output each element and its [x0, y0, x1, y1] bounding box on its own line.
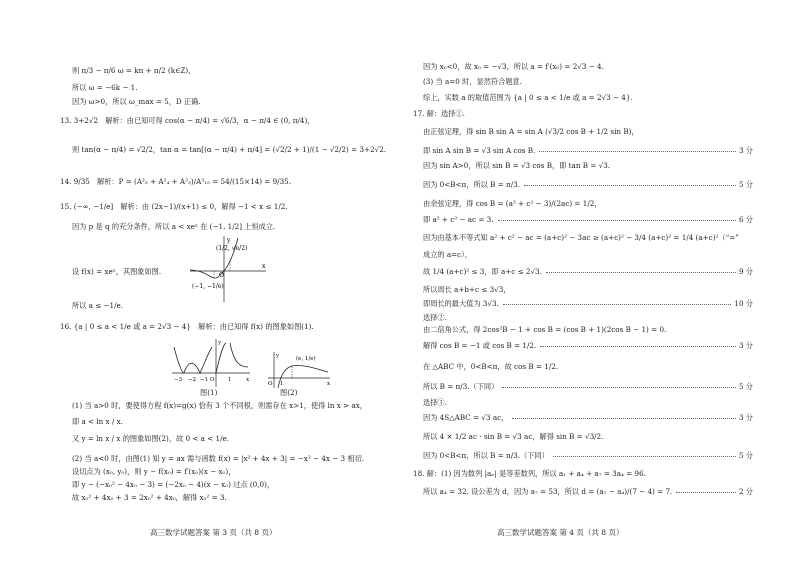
fig16-2-o: O: [268, 381, 273, 387]
fig15-x: x: [262, 263, 266, 270]
figure-16-2: [262, 350, 332, 390]
text-line: 解得 cos B = −1 或 cos B = 1/2.: [423, 341, 537, 350]
fig16-1-x: x: [246, 377, 250, 383]
score: 10 分: [734, 299, 753, 308]
score: 5 分: [738, 451, 753, 460]
text-line: 因为 0<B<π，所以 B = π/3.（下同）: [423, 451, 549, 460]
text-line: 即 y − (−x₀² − 4x₀ − 3) = (−2x₀ − 4)(x − x₀) 过点 (0,0)，: [72, 480, 275, 489]
text-line: 所以 ω = −6k − 1.: [72, 83, 138, 92]
score-row: [423, 300, 753, 307]
text-line: 因为由基本不等式知 a² + c² − ac = (a+c)² − 3ac ≥ (a+c)² − 3/4 (a+c)² = 1/4 (a+c)²（“=”: [423, 233, 739, 242]
text-line: (2) 当 a<0 时，由图(1) 知 y = ax 需与函数 f(x) = |x² + 4x + 3| = −x² − 4x − 3 相切.: [72, 454, 365, 463]
score: 3 分: [738, 146, 753, 155]
answer-14: 14. 9/35 解析：P = (A²₅ + A²₄ + A²₃)/A³₁₅ = 54/(15×14) = 9/35.: [60, 177, 292, 186]
text-line: 故 x₀² + 4x₀ + 3 = 2x₀² + 4x₀，解得 x₀² = 3.: [72, 493, 227, 502]
text-line: 设 f(x) = xeˣ，其图象如图.: [72, 267, 162, 276]
fig15-y: y: [227, 237, 231, 244]
answer-13: 13. 3+2√2 解析：由已知可得 cos(α − π/4) = √6/3，α − π/4 ∈ (0, π/4)，: [60, 116, 315, 125]
answer-15: 15. (−∞, −1/e] 解析：由 (2x−1)/(x+1) ≤ 0，解得 −1 < x ≤ 1/2.: [60, 202, 288, 211]
page-right: [397, 0, 794, 562]
text-line: 设切点为 (x₀, y₀)，则 y − f(x₀) = f′(x₀)(x − x₀)，: [72, 467, 236, 476]
text-line: 所以 B = π/3.（下同）: [423, 382, 499, 391]
fig16-1-y: y: [218, 340, 222, 346]
score: 5 分: [738, 180, 753, 189]
score-row: [423, 414, 753, 421]
text-line: 则 π/3 − π/6 ω = kπ + π/2 (k∈Z)，: [72, 66, 196, 75]
score: 3 分: [738, 341, 753, 350]
score: 3 分: [738, 413, 753, 422]
score-row: [423, 342, 753, 349]
text-line: (1) 当 a>0 时，要使得方程 f(x)=g(x) 恰有 3 个不同根，则需存在 x>1，使得 ln x > ax，: [72, 401, 367, 410]
text-line: 由余弦定理，得 cos B = (a² + c² − 3)/(2ac) = 1/2，: [423, 199, 602, 208]
fig16-1-tick: −2: [188, 377, 197, 383]
text-line: 因为 0<B<π，所以 B = π/3.: [423, 180, 521, 189]
text-line: 即 a < ln x / x.: [72, 417, 123, 426]
fig15-point-top: (1/2, √e/2): [216, 245, 248, 252]
text-line: 由正弦定理，得 sin B sin A = sin A (√3/2 cos B + 1/2 sin B)，: [423, 127, 639, 136]
caption-fig-2: 图(2): [280, 388, 298, 397]
answer-17: 17. 解：选择①.: [413, 109, 465, 118]
score: 5 分: [738, 382, 753, 391]
score: 9 分: [738, 267, 753, 276]
score-row: [423, 452, 753, 459]
score: 6 分: [738, 215, 753, 224]
fig16-1-tick: 1: [228, 377, 232, 383]
text-line: 所以 4 × 1/2 ac · sin B = √3 ac，解得 sin B = √3/2.: [423, 432, 604, 441]
fig16-2-one: 1: [280, 381, 284, 387]
text-line: 选择②.: [423, 313, 447, 322]
text-line: 成立的 a=c），: [423, 250, 472, 259]
footer-right: 高三数学试题答案 第 4 页（共 8 页）: [497, 528, 624, 537]
score-row: [423, 216, 753, 223]
text-line: 即 a² + c² − ac = 3.: [423, 215, 494, 224]
fig16-1-tick: −3: [174, 377, 183, 383]
text-line: 因为 x₀<0，故 x₀ = −√3，所以 a = f′(x₀) = 2√3 − 4.: [423, 62, 604, 71]
score-row: [423, 488, 753, 495]
fig16-2-y: y: [276, 353, 280, 359]
fig15-point-bottom: (−1, −1/e): [192, 283, 224, 290]
footer-left: 高三数学试题答案 第 3 页（共 8 页）: [150, 528, 277, 537]
text-line: 即周长的最大值为 3√3.: [423, 299, 499, 308]
fig16-2-point: (e, 1/e): [296, 356, 316, 362]
figure-16-1: [172, 337, 252, 389]
score-row: [423, 383, 753, 390]
text-line: 又 y = ln x / x 的图象如图(2)，故 0 < a < 1/e.: [72, 434, 230, 443]
text-line: (3) 当 a=0 时，显然符合题意.: [423, 77, 522, 86]
fig16-1-tick: −1: [200, 377, 209, 383]
fig16-1-tick: O: [210, 377, 215, 383]
fig15-o: O: [219, 272, 224, 279]
text-line: 所以周长 a+b+c ≤ 3√3，: [423, 285, 511, 294]
answer-18: 18. 解：(1) 因为数列 |aₙ| 是等差数列，所以 a₁ + a₄ + a₇ = 3a₄ = 96.: [413, 469, 646, 478]
text-line: 在 △ABC 中，0<B<π，故 cos B = 1/2.: [423, 362, 559, 371]
text-line: 因为 p 是 q 的充分条件，所以 a < xeˣ 在 (−1, 1/2] 上恒成立.: [72, 222, 276, 231]
fig16-2-x: x: [327, 381, 331, 387]
text-line: 即 sin A sin B = √3 sin A cos B.: [423, 146, 536, 155]
score-row: [423, 147, 753, 154]
text-line: 因为 sin A>0，所以 sin B = √3 cos B，即 tan B = √3.: [423, 161, 611, 170]
text-line: 因为 ω>0，所以 ω_max = 5，D 正确.: [72, 97, 201, 106]
text-line: 所以 a₄ = 32. 设公差为 d，因为 a₇ = 53，所以 d = (a₇ − a₄)/(7 − 4) = 7.: [423, 487, 673, 496]
text-line: 综上，实数 a 的取值范围为 {a | 0 ≤ a < 1/e 或 a = 2√3 − 4}.: [423, 93, 633, 102]
score-row: [423, 268, 753, 275]
text-line: 由二倍角公式，得 2cos²B − 1 + cos B = (cos B + 1)(2cos B − 1) = 0.: [423, 325, 667, 334]
caption-fig-1: 图(1): [200, 388, 218, 397]
figure-15: [188, 234, 268, 304]
score: 2 分: [738, 487, 753, 496]
text-line: 所以 a ≤ −1/e.: [72, 301, 124, 310]
text-line: 选择③.: [423, 398, 447, 407]
text-line: 故 1/4 (a+c)² ≤ 3，即 a+c ≤ 2√3.: [423, 267, 542, 276]
score-row: [423, 181, 753, 188]
answer-16: 16. {a | 0 ≤ a < 1/e 或 a = 2√3 − 4} 解析：由已知得 f(x) 的图象如图(1).: [60, 322, 314, 331]
text-line: 因为 4S△ABC = √3 ac，: [423, 413, 509, 422]
text-line: 则 tan(α − π/4) = √2/2，tan α = tan[(α − π/4) + π/4] = (√2/2 + 1)/(1 − √2/2) = 3+2√2.: [72, 145, 387, 154]
